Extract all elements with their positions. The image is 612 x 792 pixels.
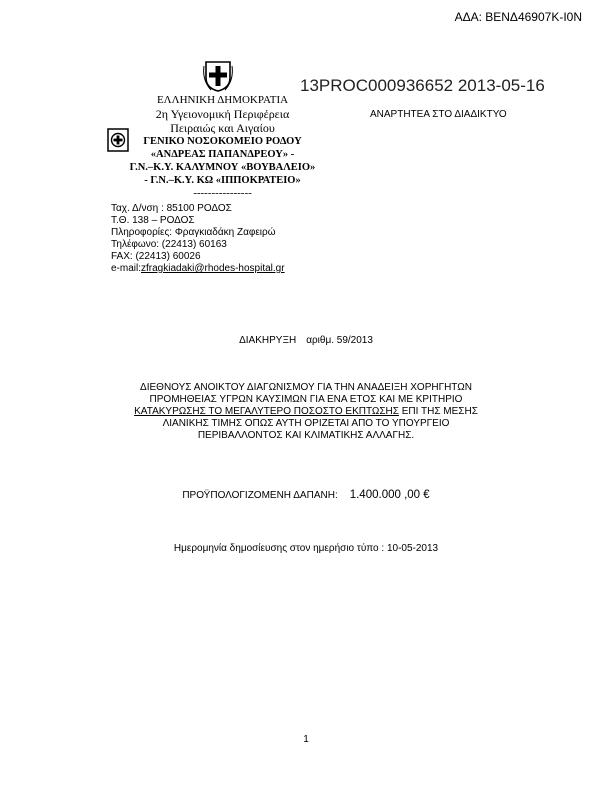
hospital-line-2: «ΑΝΔΡΕΑΣ ΠΑΠΑΝΔΡΕΟΥ» -: [150, 149, 295, 160]
title-line-3-rest: ΕΠΙ ΤΗΣ ΜΕΣΗΣ: [398, 406, 478, 417]
email-link[interactable]: zfragkiadaki@rhodes-hospital.gr: [141, 263, 285, 274]
po-box-line: Τ.Θ. 138 – ΡΟΔΟΣ: [111, 215, 195, 226]
declaration-number: αριθμ. 59/2013: [306, 335, 373, 346]
publish-note: ΑΝΑΡΤΗΤΕΑ ΣΤΟ ΔΙΑΔΙΚΤΥΟ: [370, 109, 507, 120]
budget-amount: 1.400.000 ,00 €: [349, 489, 430, 501]
title-line-5: ΠΕΡΙΒΑΛΛΟΝΤΟΣ ΚΑΙ ΚΛΙΜΑΤΙΚΗΣ ΑΛΛΑΓΗΣ.: [197, 430, 415, 441]
publication-date: Ημερομηνία δημοσίευσης στον ημερήσιο τύπο : 10-05-2013: [173, 543, 439, 554]
title-line-3: [0, 406, 612, 418]
contact-block: [111, 203, 285, 275]
republic-line: ΕΛΛΗΝΙΚΗ ΔΗΜΟΚΡΑΤΙΑ: [156, 94, 289, 106]
phone-line: Τηλέφωνο: (22413) 60163: [111, 239, 227, 250]
budget-label: ΠΡΟΫΠΟΛΟΓΙΖΟΜΕΝΗ ΔΑΠΑΝΗ:: [182, 490, 338, 501]
budget-line: [0, 489, 612, 501]
page-number: 1: [303, 734, 309, 745]
hospital-logo-icon: [107, 128, 129, 152]
separator-line: ----------------: [193, 187, 252, 199]
info-line: Πληροφορίες: Φραγκιαδάκη Ζαφειρώ: [111, 227, 276, 238]
procurement-code: 13PROC000936652 2013-05-16: [300, 76, 545, 95]
issuer-header: [105, 94, 340, 200]
title-line-3-underlined: ΚΑΤΑΚΥΡΩΣΗΣ ΤΟ ΜΕΓΑΛΥΤΕΡΟ ΠΟΣΟΣΤΟ ΕΚΠΤΩΣΗΣ: [134, 406, 399, 417]
title-line-2: ΠΡΟΜΗΘΕΙΑΣ ΥΓΡΩΝ ΚΑΥΣΙΜΩΝ ΓΙΑ ΕΝΑ ΕΤΟΣ ΚΑΙ ΜΕ ΚΡΙΤΗΡΙΟ: [149, 394, 463, 405]
region-line-2: Πειραιώς και Αιγαίου: [170, 121, 275, 135]
fax-line: FAX: (22413) 60026: [111, 251, 201, 262]
title-line-1: ΔΙΕΘΝΟΥΣ ΑΝΟΙΚΤΟΥ ΔΙΑΓΩΝΙΣΜΟΥ ΓΙΑ ΤΗΝ ΑΝΑΔΕΙΞΗ ΧΟΡΗΓΗΤΩΝ: [140, 382, 472, 393]
title-line-4: ΛΙΑΝΙΚΗΣ ΤΙΜΗΣ ΟΠΩΣ ΑΥΤΗ ΟΡΙΖΕΤΑΙ ΑΠΟ ΤΟ ΥΠΟΥΡΓΕΙΟ: [162, 418, 450, 429]
email-line: [111, 263, 285, 275]
region-line-1: 2η Υγειονομική Περιφέρεια: [155, 107, 290, 121]
address-line: Ταχ. Δ/νση : 85100 ΡΟΔΟΣ: [111, 203, 232, 214]
declaration-heading: [0, 335, 612, 346]
email-prefix: e-mail:: [111, 263, 142, 274]
tender-title: [0, 382, 612, 442]
greek-emblem-icon: [203, 60, 233, 92]
declaration-label: ΔΙΑΚΗΡΥΞΗ: [239, 335, 297, 346]
hospital-line-3: Γ.Ν.–Κ.Υ. ΚΑΛΥΜΝΟΥ «ΒΟΥΒΑΛΕΙΟ»: [129, 162, 316, 173]
hospital-line-1: ΓΕΝΙΚΟ ΝΟΣΟΚΟΜΕΙΟ ΡΟΔΟΥ: [143, 136, 302, 147]
ada-code: ΑΔΑ: ΒΕΝΔ46907Κ-Ι0Ν: [454, 10, 582, 24]
hospital-line-4: - Γ.Ν.–Κ.Υ. ΚΩ «ΙΠΠΟΚΡΑΤΕΙΟ»: [144, 175, 301, 186]
